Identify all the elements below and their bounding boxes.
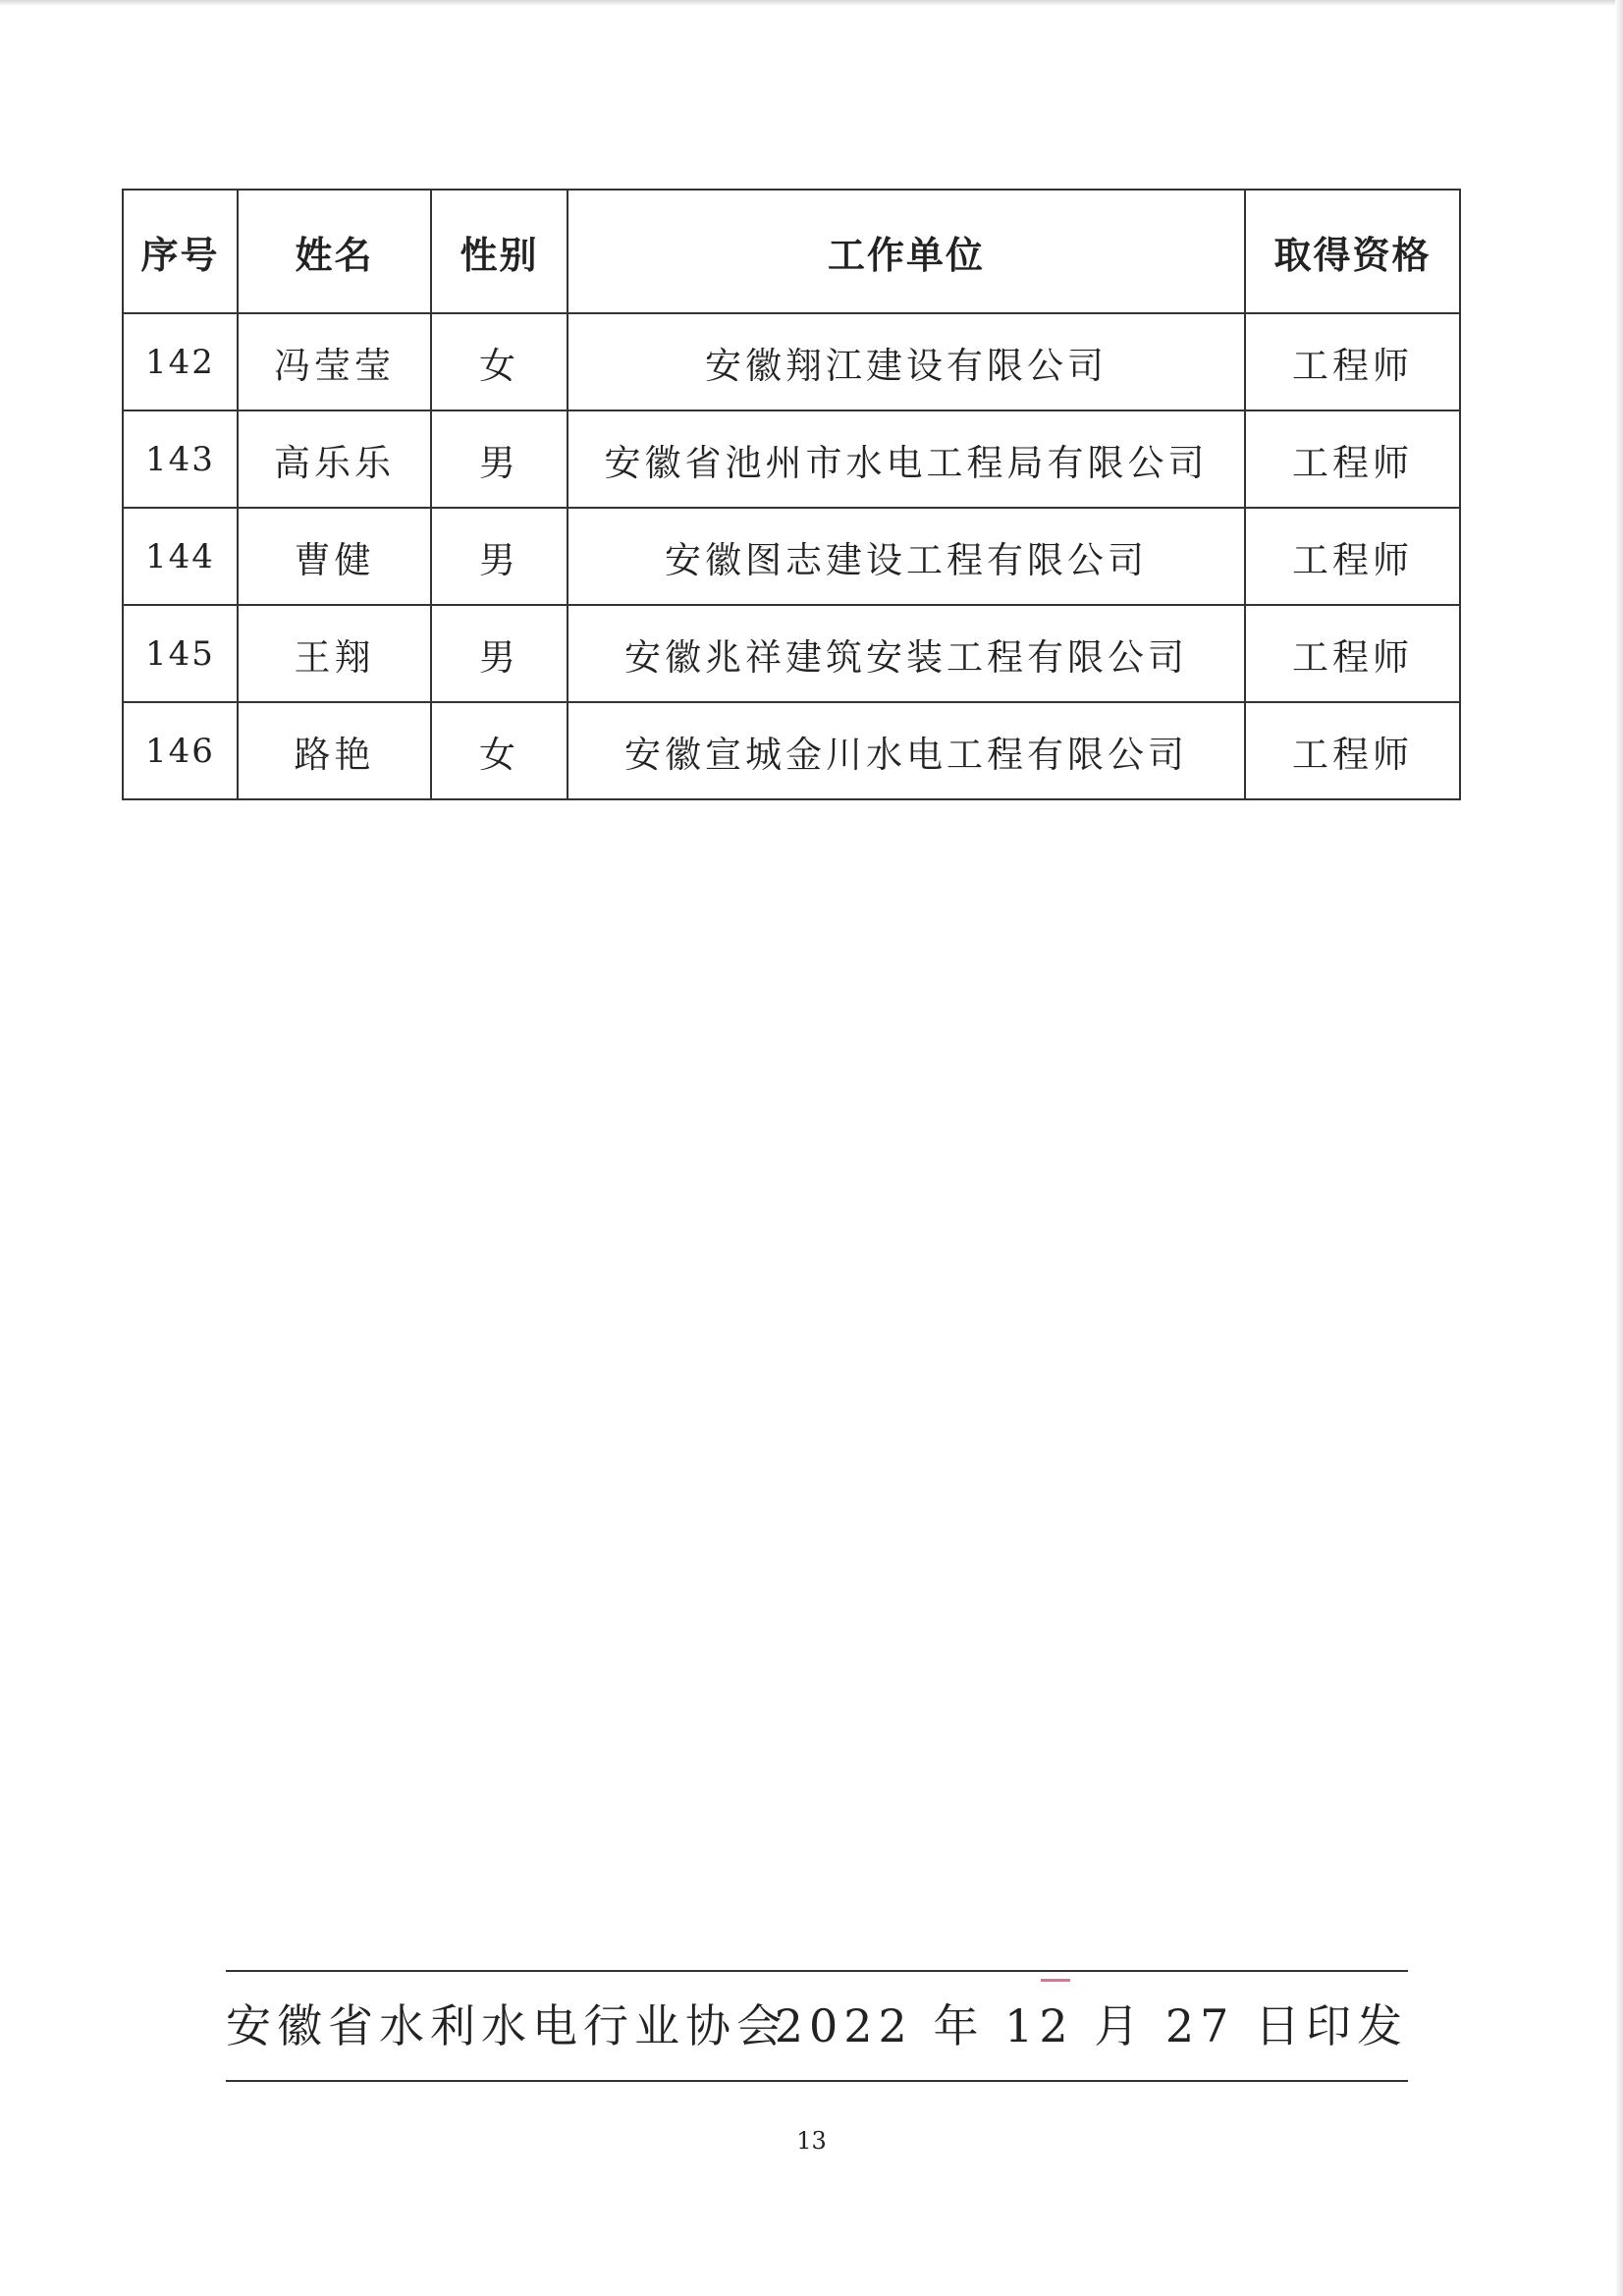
table-row [123,508,1460,605]
cell-qualification: 工程师 [1245,410,1460,508]
cell-employer: 安徽宣城金川水电工程有限公司 [568,702,1245,799]
cell-index: 143 [123,410,238,508]
stamp-mark [1041,1979,1070,1982]
cell-gender: 男 [431,410,568,508]
table-row [123,410,1460,508]
cell-qualification: 工程师 [1245,605,1460,702]
cell-name: 冯莹莹 [238,313,431,410]
footer-top-rule [226,1970,1408,1972]
cell-qualification: 工程师 [1245,702,1460,799]
cell-employer: 安徽图志建设工程有限公司 [568,508,1245,605]
cell-gender: 女 [431,313,568,410]
cell-gender: 男 [431,605,568,702]
footer-bottom-rule [226,2080,1408,2082]
issue-date: 2022 年 12 月 27 日印发 [774,1999,1408,2052]
cell-name: 王翔 [238,605,431,702]
cell-employer: 安徽翔江建设有限公司 [568,313,1245,410]
cell-index: 146 [123,702,238,799]
header-name: 姓名 [238,190,431,313]
table-row [123,313,1460,410]
cell-index: 144 [123,508,238,605]
scan-right-edge [1615,0,1623,2296]
table-header-row [123,190,1460,313]
cell-employer: 安徽省池州市水电工程局有限公司 [568,410,1245,508]
table-row [123,605,1460,702]
header-qualification: 取得资格 [1245,190,1460,313]
cell-index: 142 [123,313,238,410]
scan-top-edge [0,0,1623,6]
header-gender: 性别 [431,190,568,313]
cell-qualification: 工程师 [1245,508,1460,605]
cell-employer: 安徽兆祥建筑安装工程有限公司 [568,605,1245,702]
page-number: 13 [796,2127,827,2155]
cell-name: 曹健 [238,508,431,605]
cell-qualification: 工程师 [1245,313,1460,410]
cell-gender: 女 [431,702,568,799]
header-employer: 工作单位 [568,190,1245,313]
cell-name: 高乐乐 [238,410,431,508]
cell-index: 145 [123,605,238,702]
header-index: 序号 [123,190,238,313]
cell-gender: 男 [431,508,568,605]
table-row [123,702,1460,799]
qualification-table [122,189,1461,800]
issuing-organization: 安徽省水利水电行业协会 [226,1999,787,2052]
cell-name: 路艳 [238,702,431,799]
